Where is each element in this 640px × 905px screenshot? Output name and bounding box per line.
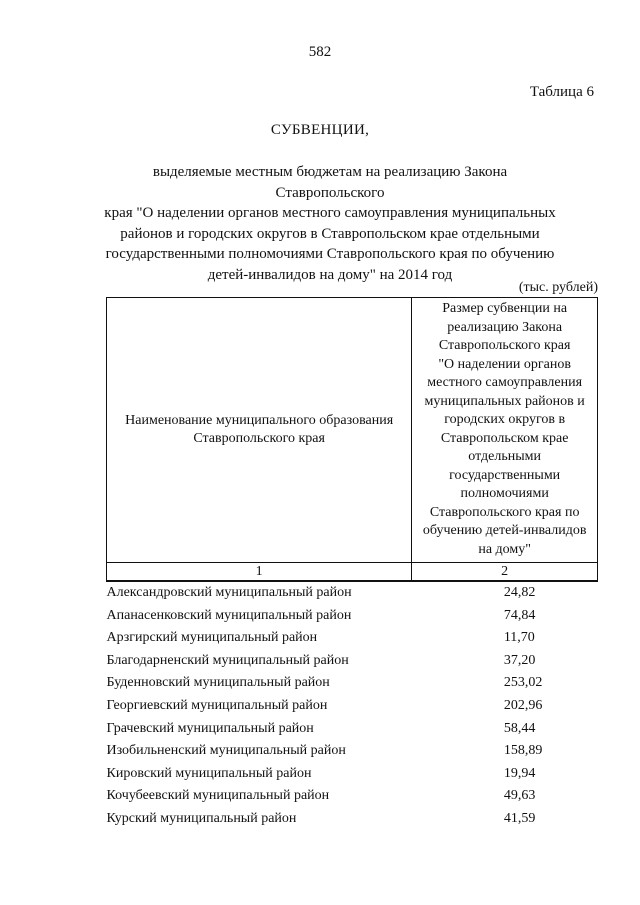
subsidy-amount: 58,44 xyxy=(503,720,536,736)
municipality-name: Александровский муниципальный район xyxy=(106,585,352,600)
header-subsidy-amount xyxy=(412,298,598,563)
subsidy-amount: 158,89 xyxy=(503,743,543,759)
units-label: (тыс. рублей) xyxy=(518,280,598,295)
column-number: 2 xyxy=(412,563,598,582)
table-row xyxy=(107,695,598,718)
subsidy-amount: 37,20 xyxy=(503,652,536,668)
subtitle-line: выделяемые местным бюджетам на реализацию Закона Ставропольского xyxy=(152,164,508,201)
table-label: Таблица 6 xyxy=(529,84,594,100)
column-number: 1 xyxy=(107,563,412,582)
subsidy-amount: 11,70 xyxy=(503,630,535,646)
table-row xyxy=(107,740,598,763)
table-header-row xyxy=(107,298,598,563)
table-row xyxy=(107,718,598,741)
subsidy-amount: 19,94 xyxy=(503,765,536,781)
header-text-line: обучению детей-инвалидов xyxy=(422,523,587,538)
subtitle-line: края "О наделении органов местного самоуправления муниципальных xyxy=(104,205,556,221)
subtitle-line: районов и городских округов в Ставропольском крае отдельными xyxy=(120,225,540,242)
table-row xyxy=(107,808,598,831)
subsidy-amount: 41,59 xyxy=(503,810,536,826)
header-text-line: Ставропольского края по xyxy=(429,504,580,520)
header-text-line: "О наделении органов xyxy=(438,356,571,372)
header-text-line: местного самоуправления xyxy=(427,375,583,390)
table-row xyxy=(107,581,598,605)
subsidy-amount: 24,82 xyxy=(503,585,536,600)
header-text-line: муниципальных районов и xyxy=(424,393,585,409)
table-row xyxy=(107,763,598,786)
header-text-line: городских округов в xyxy=(444,412,566,427)
header-text-line: государственными xyxy=(449,467,561,483)
municipality-name: Грачевский муниципальный район xyxy=(106,720,314,736)
header-text-line: Ставропольского края xyxy=(438,338,571,353)
subsidy-table xyxy=(106,297,598,831)
table-row xyxy=(107,672,598,695)
municipality-name: Буденновский муниципальный район xyxy=(106,675,330,691)
municipality-name: Кочубеевский муниципальный район xyxy=(106,788,330,804)
header-text-line: Наименование муниципального образования xyxy=(125,412,394,428)
municipality-name: Георгиевский муниципальный район xyxy=(106,697,328,713)
municipality-name: Арзгирский муниципальный район xyxy=(106,630,318,646)
document-title: СУБВЕНЦИИ, xyxy=(270,122,370,138)
column-number-row xyxy=(107,563,598,582)
municipality-name: Изобильненский муниципальный район xyxy=(106,743,346,759)
header-text-line: Размер субвенции на xyxy=(442,301,568,316)
header-text-line: на дому" xyxy=(478,541,531,557)
subsidy-amount: 74,84 xyxy=(503,607,536,623)
municipality-name: Благодарненский муниципальный район xyxy=(106,652,349,668)
municipality-name: Кировский муниципальный район xyxy=(106,765,312,781)
header-text-line: Ставропольского края xyxy=(193,431,325,446)
table-row xyxy=(107,627,598,650)
subtitle-line: детей-инвалидов на дому" на 2014 год xyxy=(207,266,453,283)
subsidy-amount: 253,02 xyxy=(503,675,543,691)
subsidy-amount: 49,63 xyxy=(503,788,536,804)
municipality-name: Апанасенковский муниципальный район xyxy=(106,607,352,623)
municipality-name: Курский муниципальный район xyxy=(106,810,297,826)
table-row xyxy=(107,785,598,808)
table-row xyxy=(107,605,598,628)
header-text-line: полномочиями xyxy=(460,486,549,501)
table-row xyxy=(107,650,598,673)
document-subtitle xyxy=(100,162,560,285)
header-text-line: реализацию Закона xyxy=(447,319,563,335)
page-number: 582 xyxy=(308,44,332,60)
header-text-line: Ставропольском крае xyxy=(440,430,569,446)
header-municipality xyxy=(107,298,412,563)
subsidy-amount: 202,96 xyxy=(503,697,543,713)
subtitle-line: государственными полномочиями Ставропольского края по обучению xyxy=(105,246,555,262)
header-text-line: отдельными xyxy=(468,449,542,464)
